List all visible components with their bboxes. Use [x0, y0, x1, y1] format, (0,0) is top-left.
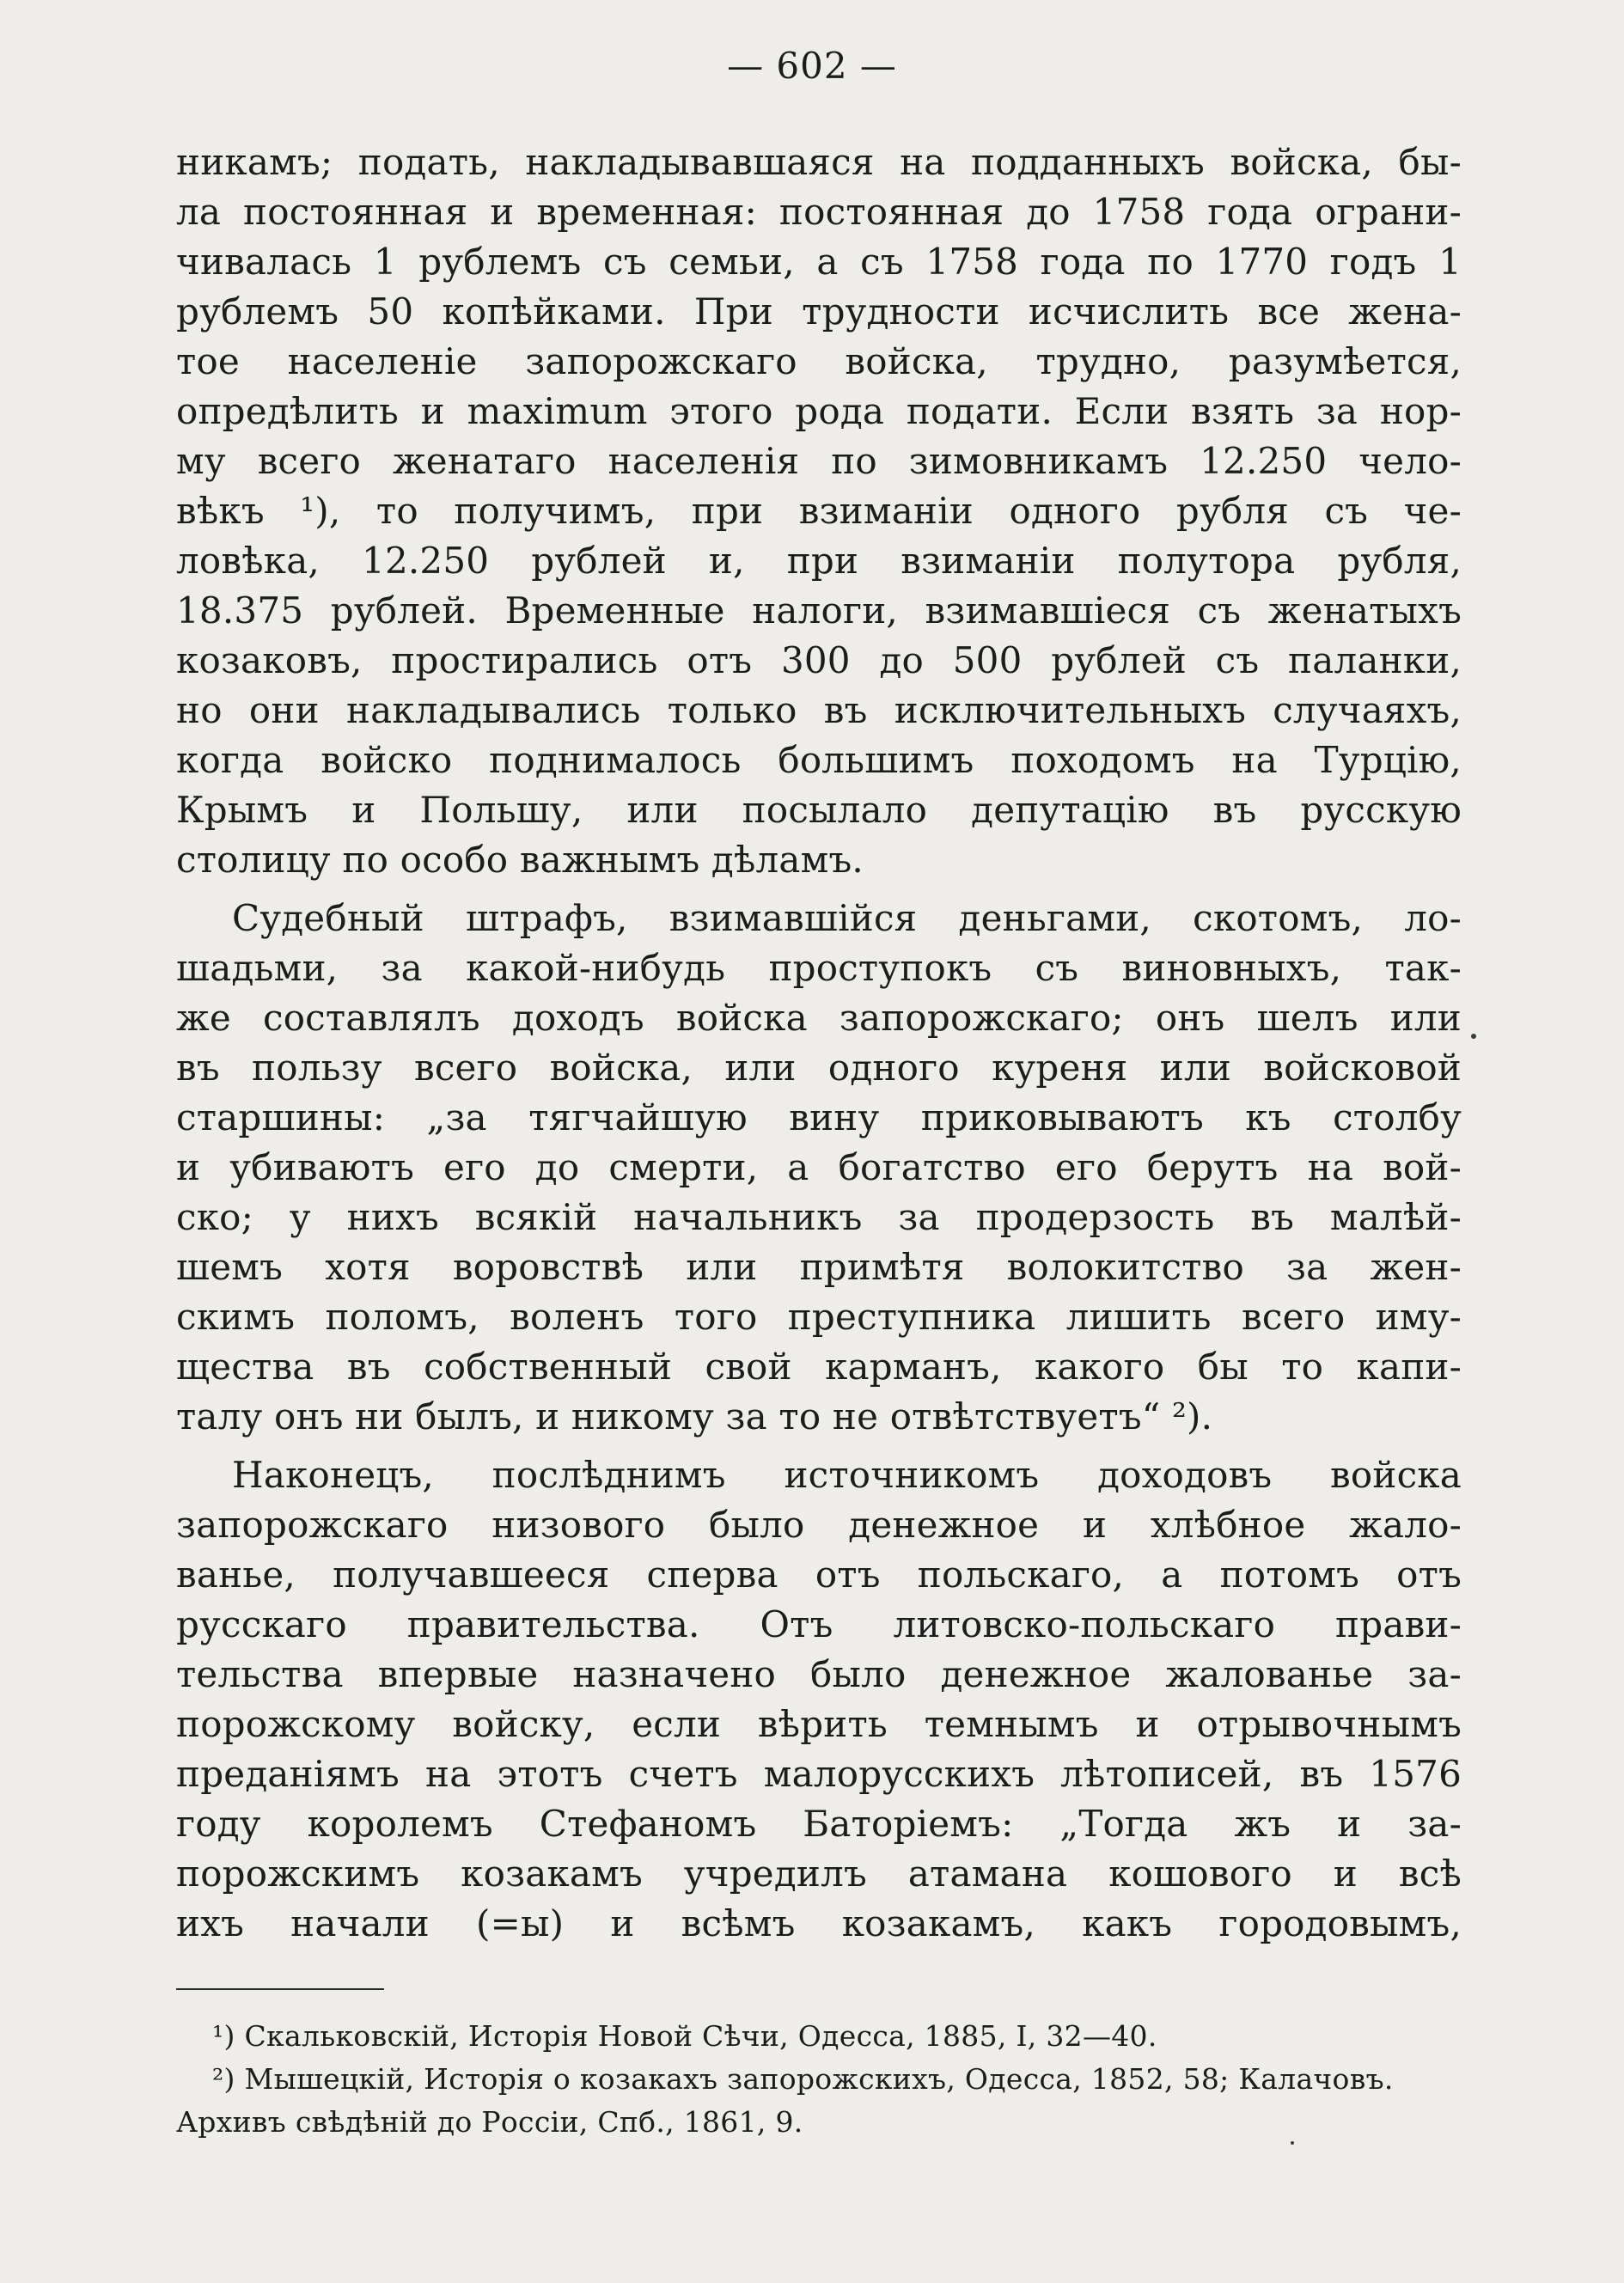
text-line: запорожскаго низового было денежное и хлѣбное жало- [176, 1504, 1462, 1546]
text-line: тое населеніе запорожскаго войска, трудно, разумѣется, [176, 340, 1462, 382]
print-speck [1291, 2141, 1294, 2145]
footnote-2: ²) Мышецкій, Исторія о козакахъ запорожскихъ, Одесса, 1852, 58; Калачовъ. [212, 2062, 1394, 2096]
text-line: ихъ начали (=ы) и всѣмъ козакамъ, какъ городовымъ, [176, 1902, 1462, 1944]
footnotes [176, 2015, 1462, 2144]
text-line: 18.375 рублей. Временные налоги, взимавшіеся съ женатыхъ [176, 589, 1462, 632]
text-line: русскаго правительства. Отъ литовско-польскаго прави- [176, 1603, 1462, 1645]
text-line: шемъ хотя воровствѣ или примѣтя волокитство за жен- [176, 1246, 1462, 1288]
text-line: старшины: „за тягчайшую вину приковываютъ къ столбу [176, 1096, 1462, 1138]
text-line: талу онъ ни былъ, и никому за то не отвѣтствуетъ“ ²). [176, 1395, 1213, 1438]
text-line: но они накладывались только въ исключительныхъ случаяхъ, [176, 689, 1462, 731]
text-line: козаковъ, простирались отъ 300 до 500 рублей съ паланки, [176, 639, 1462, 681]
page-number: — 602 — [727, 45, 897, 87]
text-line: вѣкъ ¹), то получимъ, при взиманіи одного рубля съ че- [176, 490, 1462, 532]
text-line: никамъ; подать, накладывавшаяся на подданныхъ войска, бы- [176, 141, 1462, 183]
text-line: чивалась 1 рублемъ съ семьи, а съ 1758 года по 1770 годъ 1 [176, 241, 1462, 283]
text-line: ванье, получавшееся сперва отъ польскаго, а потомъ отъ [176, 1554, 1462, 1596]
text-line: му всего женатаго населенія по зимовникамъ 12.250 чело- [176, 440, 1462, 482]
footnote-rule [176, 1988, 384, 1990]
paragraph-gap [176, 1442, 1462, 1450]
text-line: щества въ собственный свой карманъ, какого бы то капи- [176, 1346, 1462, 1388]
paragraph-gap [176, 885, 1462, 894]
text-line: Наконецъ, послѣднимъ источникомъ доходовъ войска [232, 1454, 1462, 1496]
text-line: же составлялъ доходъ войска запорожскаго; онъ шелъ или [176, 997, 1462, 1039]
text-line: опредѣлить и maximum этого рода подати. Если взять за нор- [176, 390, 1462, 432]
footnote-1: ¹) Скальковскій, Исторія Новой Сѣчи, Одесса, 1885, I, 32—40. [212, 2019, 1157, 2053]
text-line: порожскому войску, если вѣрить темнымъ и отрывочнымъ [176, 1703, 1462, 1745]
text-line: году королемъ Стефаномъ Баторіемъ: „Тогда жъ и за- [176, 1803, 1462, 1845]
footnote-2-continuation: Архивъ свѣдѣній до Россіи, Спб., 1861, 9. [176, 2105, 803, 2139]
text-line: шадьми, за какой-нибудь проступокъ съ виновныхъ, так- [176, 947, 1462, 989]
text-line: рублемъ 50 копѣйками. При трудности исчислить все жена- [176, 290, 1462, 333]
text-line: и убиваютъ его до смерти, а богатство его берутъ на вой- [176, 1146, 1462, 1188]
print-speck [1471, 1034, 1476, 1039]
text-line: ловѣка, 12.250 рублей и, при взиманіи полутора рубля, [176, 540, 1462, 582]
text-line: когда войско поднималось большимъ походомъ на Турцію, [176, 739, 1462, 781]
text-line: столицу по особо важнымъ дѣламъ. [176, 839, 864, 881]
text-line: въ пользу всего войска, или одного куреня или войсковой [176, 1047, 1462, 1089]
text-line: Крымъ и Польшу, или посылало депутацію въ русскую [176, 789, 1462, 831]
text-line: ско; у нихъ всякій начальникъ за продерзость въ малѣй- [176, 1196, 1462, 1238]
text-line: преданіямъ на этотъ счетъ малорусскихъ лѣтописей, въ 1576 [176, 1753, 1462, 1795]
text-line: ла постоянная и временная: постоянная до 1758 года ограни- [176, 191, 1462, 233]
text-line: тельства впервые назначено было денежное жалованье за- [176, 1653, 1462, 1695]
text-line: скимъ поломъ, воленъ того преступника лишить всего иму- [176, 1296, 1462, 1338]
body-text [176, 137, 1462, 1949]
text-line: порожскимъ козакамъ учредилъ атамана кошового и всѣ [176, 1853, 1462, 1895]
text-line: Судебный штрафъ, взимавшійся деньгами, скотомъ, ло- [232, 897, 1462, 939]
